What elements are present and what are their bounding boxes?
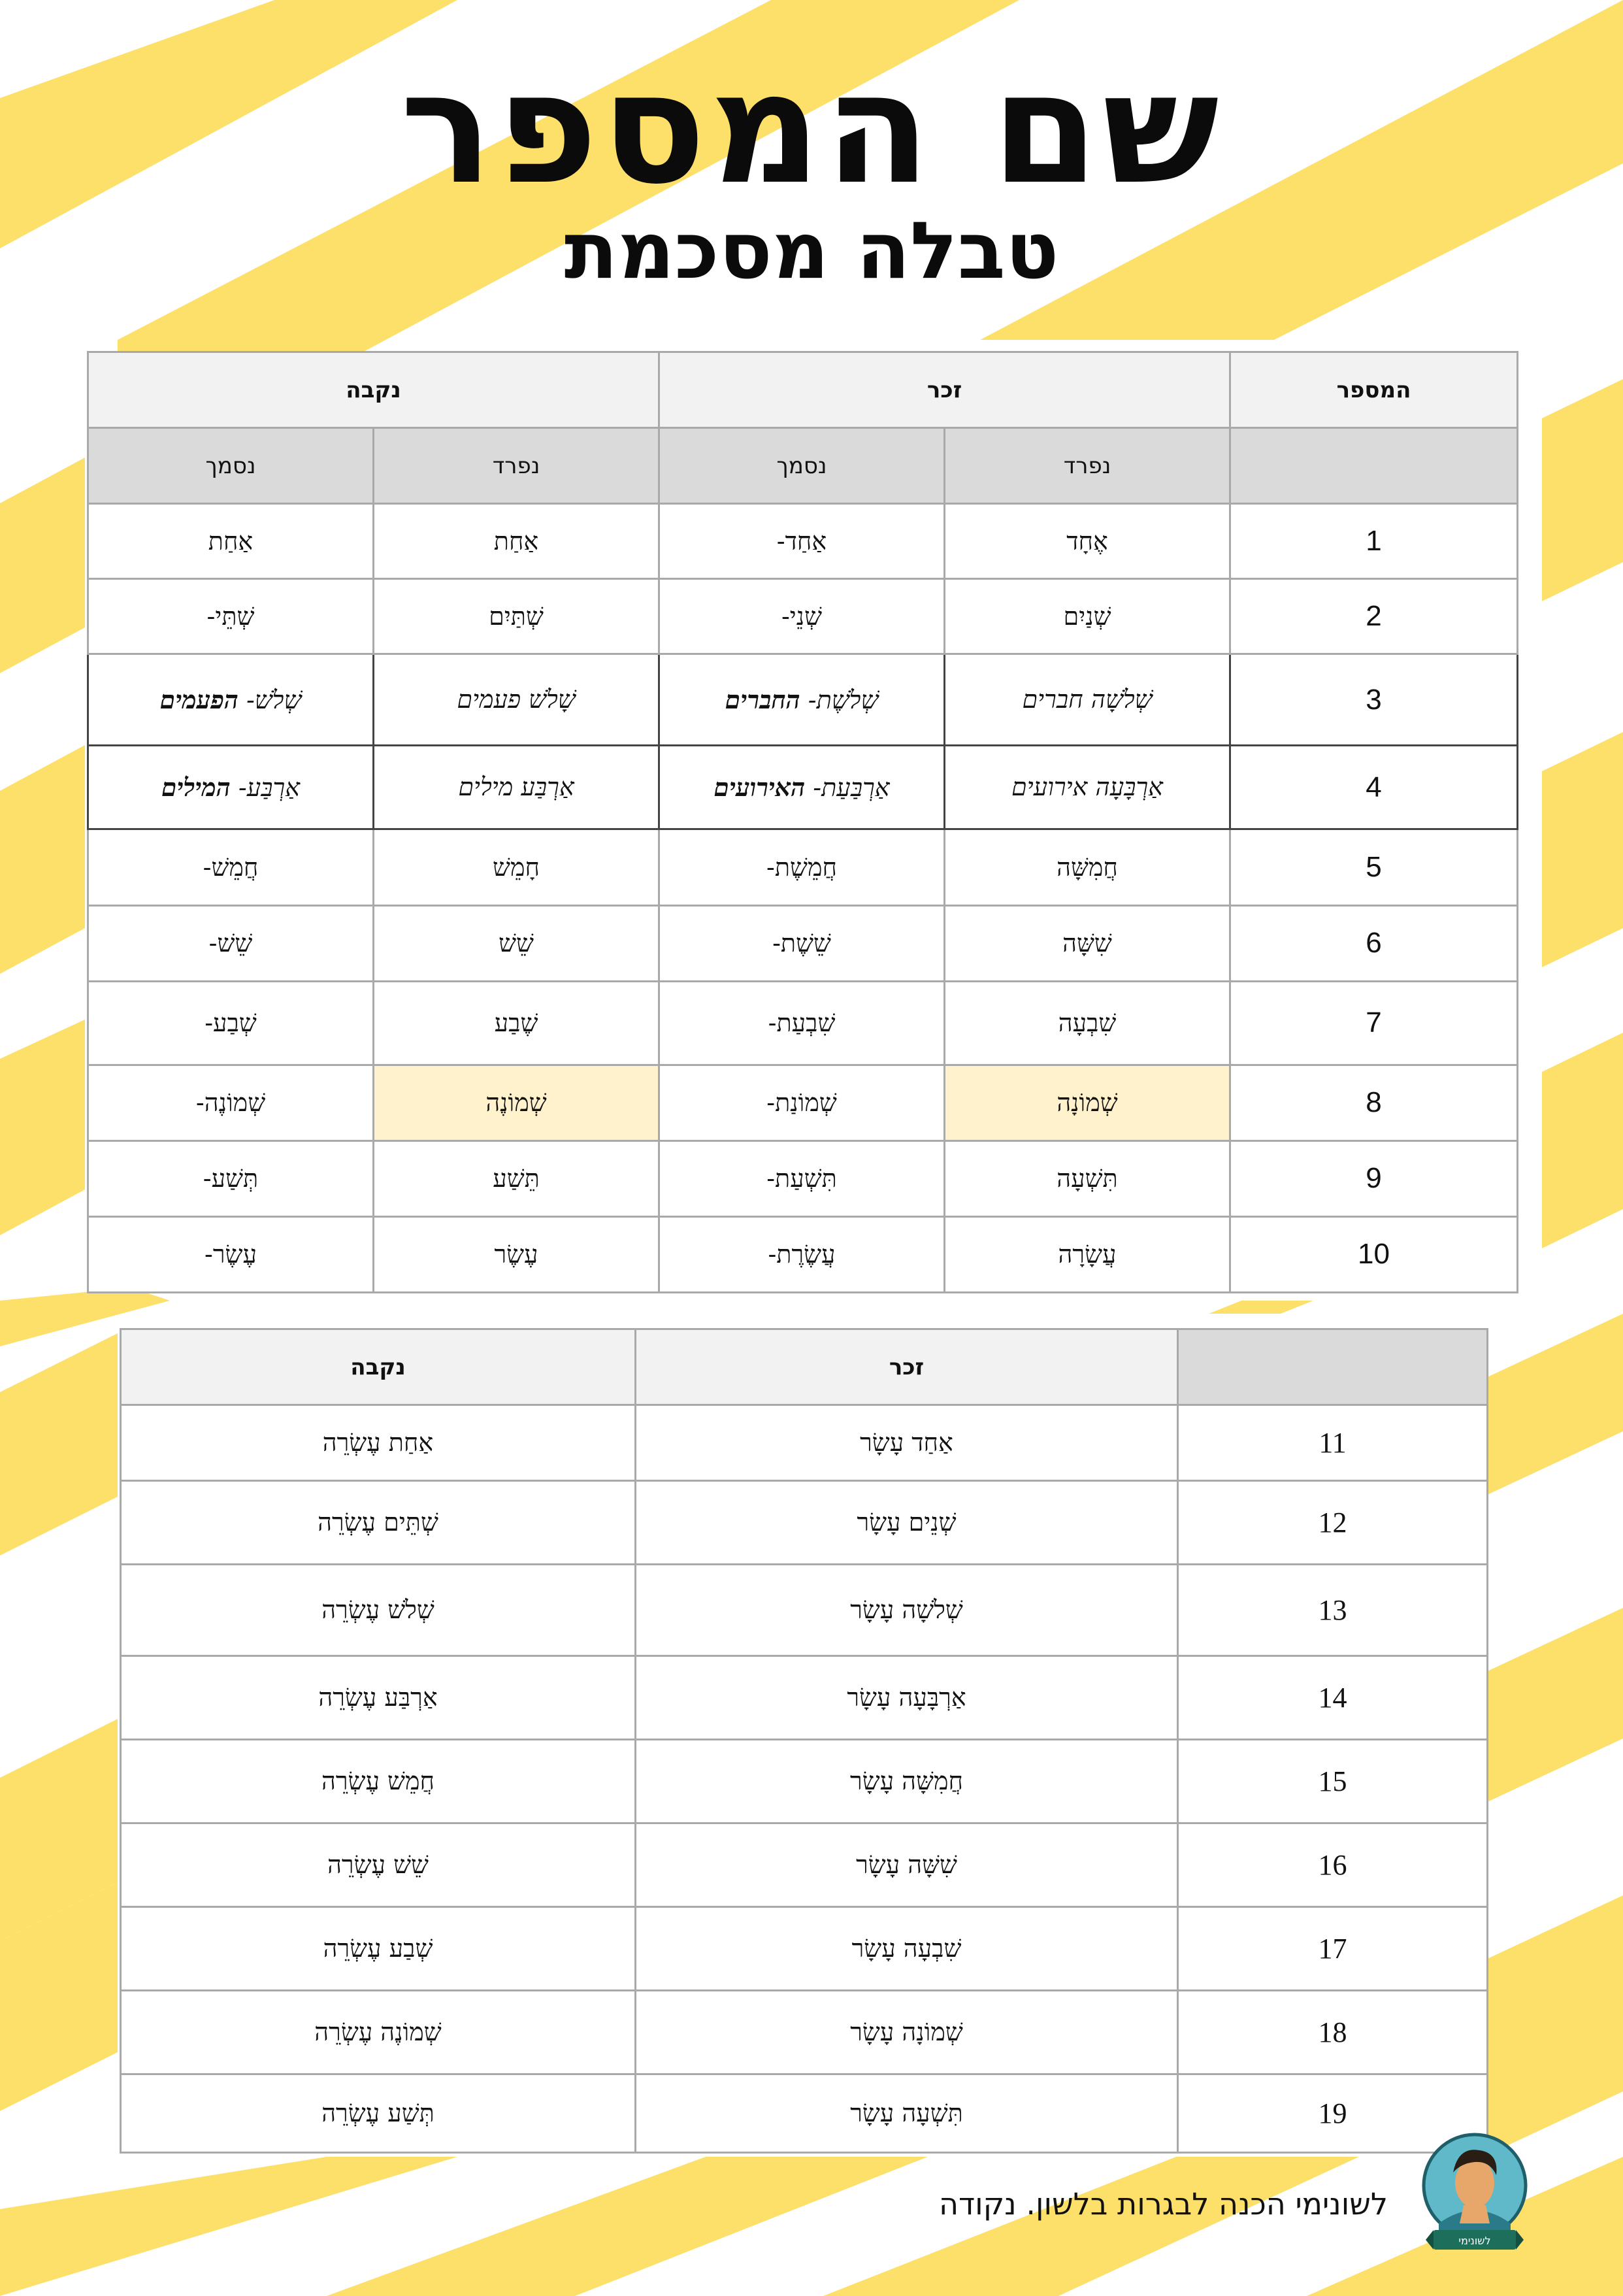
cell-male: שִׁשָּׁה עָשָׂר <box>636 1823 1178 1907</box>
cell-male: חֲמִשָּׁה עָשָׂר <box>636 1740 1178 1823</box>
avatar-badge-text: לשונימי <box>1458 2235 1491 2247</box>
subheader-female-construct: נסמך <box>88 428 374 504</box>
cell-female-construct <box>88 654 374 746</box>
cell-number: 9 <box>1230 1140 1518 1216</box>
construct-noun: החברים <box>725 684 800 714</box>
cell-male-construct: תִּשְׁעַת- <box>659 1140 945 1216</box>
table-row <box>121 2074 1488 2153</box>
cell-male-separate: שְׁלֹשָׁה חברים <box>945 654 1230 746</box>
cell-male-construct: שִׁבְעַת- <box>659 981 945 1065</box>
cell-female-construct: תְּשַׁע- <box>88 1140 374 1216</box>
subheader-number-empty <box>1230 428 1518 504</box>
cell-male: שְׁלֹשָׁה עָשָׂר <box>636 1565 1178 1656</box>
cell-female-separate: שְׁתַּיִם <box>374 579 659 654</box>
construct-noun: האירועים <box>713 772 806 802</box>
cell-female-construct: חֲמֵשׁ- <box>88 829 374 905</box>
cell-male-construct <box>659 654 945 746</box>
cell-female: שְׁבַע עֶשְׂרֵה <box>121 1907 636 1991</box>
cell-female-separate: אַרְבַּע מילים <box>374 746 659 829</box>
cell-female-construct: שְׁבַע- <box>88 981 374 1065</box>
construct-noun: הפעמים <box>159 684 238 714</box>
numbers-table-11-19 <box>120 1328 1486 2152</box>
table-row <box>88 1216 1518 1292</box>
table-row <box>121 1656 1488 1740</box>
cell-female-construct: שֵׁשׁ- <box>88 905 374 981</box>
header-female: נקבה <box>88 352 659 428</box>
page-title: שם המספר <box>400 40 1223 218</box>
cell-male-construct: חֲמֵשֶׁת- <box>659 829 945 905</box>
cell-female-construct: אַחַת <box>88 504 374 579</box>
cell-number: 7 <box>1230 981 1518 1065</box>
header-female: נקבה <box>121 1329 636 1405</box>
cell-male-separate: תִּשְׁעָה <box>945 1140 1230 1216</box>
table-row <box>121 1823 1488 1907</box>
cell-female-separate: תֵּשַׁע <box>374 1140 659 1216</box>
cell-female-construct: שְׁמוֹנֶה- <box>88 1065 374 1140</box>
table-row <box>121 1740 1488 1823</box>
table-row <box>88 1065 1518 1140</box>
table-row <box>88 504 1518 579</box>
cell-number: 6 <box>1230 905 1518 981</box>
cell-male-separate: עֲשָׂרָה <box>945 1216 1230 1292</box>
cell-number: 5 <box>1230 829 1518 905</box>
cell-number: 16 <box>1178 1823 1488 1907</box>
table-row <box>88 905 1518 981</box>
cell-male: תִּשְׁעָה עָשָׂר <box>636 2074 1178 2153</box>
construct-word: שְׁלֹשֶׁת- <box>808 685 879 714</box>
construct-word: אַרְבַּע- <box>238 773 301 802</box>
construct-word: אַרְבַּעַת- <box>813 773 890 802</box>
page-subtitle: טבלה מסכמת <box>564 206 1059 297</box>
cell-male-separate: חֲמִשָּׁה <box>945 829 1230 905</box>
cell-male-construct: שְׁנֵי- <box>659 579 945 654</box>
cell-male-construct: אַחַד- <box>659 504 945 579</box>
cell-male-construct: שֵׁשֶׁת- <box>659 905 945 981</box>
cell-number: 12 <box>1178 1481 1488 1565</box>
cell-female: שֵׁשׁ עֶשְׂרֵה <box>121 1823 636 1907</box>
construct-noun: המילים <box>161 772 231 802</box>
cell-male-separate: שְׁנַיִם <box>945 579 1230 654</box>
cell-number: 10 <box>1230 1216 1518 1292</box>
cell-female-separate: חָמֵשׁ <box>374 829 659 905</box>
header-number-empty <box>1178 1329 1488 1405</box>
cell-number: 13 <box>1178 1565 1488 1656</box>
table-row <box>121 1907 1488 1991</box>
cell-number: 17 <box>1178 1907 1488 1991</box>
cell-number: 8 <box>1230 1065 1518 1140</box>
table-row <box>88 981 1518 1065</box>
footer-text: לשונימי הכנה לבגרות בלשון. נקודה <box>938 2186 1388 2221</box>
cell-male-construct <box>659 746 945 829</box>
avatar-logo <box>1419 2132 1530 2256</box>
cell-female-construct <box>88 746 374 829</box>
table-row <box>88 654 1518 746</box>
table-row <box>121 1991 1488 2074</box>
header-male: זכר <box>636 1329 1178 1405</box>
cell-male-separate: אֶחָד <box>945 504 1230 579</box>
cell-number: 14 <box>1178 1656 1488 1740</box>
table-row <box>88 1140 1518 1216</box>
cell-female: אַרְבַּע עֶשְׂרֵה <box>121 1656 636 1740</box>
cell-number: 19 <box>1178 2074 1488 2153</box>
header-male: זכר <box>659 352 1230 428</box>
cell-number: 1 <box>1230 504 1518 579</box>
cell-male: שְׁמוֹנָה עָשָׂר <box>636 1991 1178 2074</box>
cell-male: שְׁנֵים עָשָׂר <box>636 1481 1178 1565</box>
cell-female-separate: עֶשֶׂר <box>374 1216 659 1292</box>
cell-male-separate: שִׁשָּׁה <box>945 905 1230 981</box>
cell-female-construct: עֶשֶׂר- <box>88 1216 374 1292</box>
cell-female: שְׁלֹשׁ עֶשְׂרֵה <box>121 1565 636 1656</box>
cell-female: תְּשַׁע עֶשְׂרֵה <box>121 2074 636 2153</box>
cell-female: שְׁמוֹנֶה עֶשְׂרֵה <box>121 1991 636 2074</box>
subheader-male-construct: נסמך <box>659 428 945 504</box>
subheader-male-separate: נפרד <box>945 428 1230 504</box>
table-row <box>121 1481 1488 1565</box>
construct-word: שְׁלֹשׁ- <box>246 685 302 714</box>
cell-female-construct: שְׁתֵּי- <box>88 579 374 654</box>
cell-number: 4 <box>1230 746 1518 829</box>
cell-number: 11 <box>1178 1405 1488 1481</box>
cell-number: 3 <box>1230 654 1518 746</box>
cell-female-separate: שָׁלֹשׁ פעמים <box>374 654 659 746</box>
table-row <box>121 1565 1488 1656</box>
cell-male-construct: שְׁמוֹנַת- <box>659 1065 945 1140</box>
table-row <box>88 579 1518 654</box>
cell-male-separate-highlighted: שְׁמוֹנָה <box>945 1065 1230 1140</box>
cell-female-separate: אַחַת <box>374 504 659 579</box>
subheader-female-separate: נפרד <box>374 428 659 504</box>
cell-male: שִׁבְעָה עָשָׂר <box>636 1907 1178 1991</box>
cell-female: אַחַת עֶשְׂרֵה <box>121 1405 636 1481</box>
cell-male-separate: אַרְבָּעָה אירועים <box>945 746 1230 829</box>
cell-male-separate: שִׁבְעָה <box>945 981 1230 1065</box>
cell-female: חֲמֵשׁ עֶשְׂרֵה <box>121 1740 636 1823</box>
cell-number: 15 <box>1178 1740 1488 1823</box>
numbers-table-1-10 <box>87 351 1516 1293</box>
header-number: המספר <box>1230 352 1518 428</box>
table-row <box>121 1405 1488 1481</box>
cell-male: אַחַד עָשָׂר <box>636 1405 1178 1481</box>
cell-female-separate: שֶׁבַע <box>374 981 659 1065</box>
cell-male: אַרְבָּעָה עָשָׂר <box>636 1656 1178 1740</box>
table-row <box>88 746 1518 829</box>
cell-number: 2 <box>1230 579 1518 654</box>
cell-female: שְׁתֵּים עֶשְׂרֵה <box>121 1481 636 1565</box>
cell-male-construct: עֲשֶׂרֶת- <box>659 1216 945 1292</box>
cell-female-separate-highlighted: שְׁמוֹנֶה <box>374 1065 659 1140</box>
cell-female-separate: שֵׁשׁ <box>374 905 659 981</box>
cell-number: 18 <box>1178 1991 1488 2074</box>
table-row <box>88 829 1518 905</box>
